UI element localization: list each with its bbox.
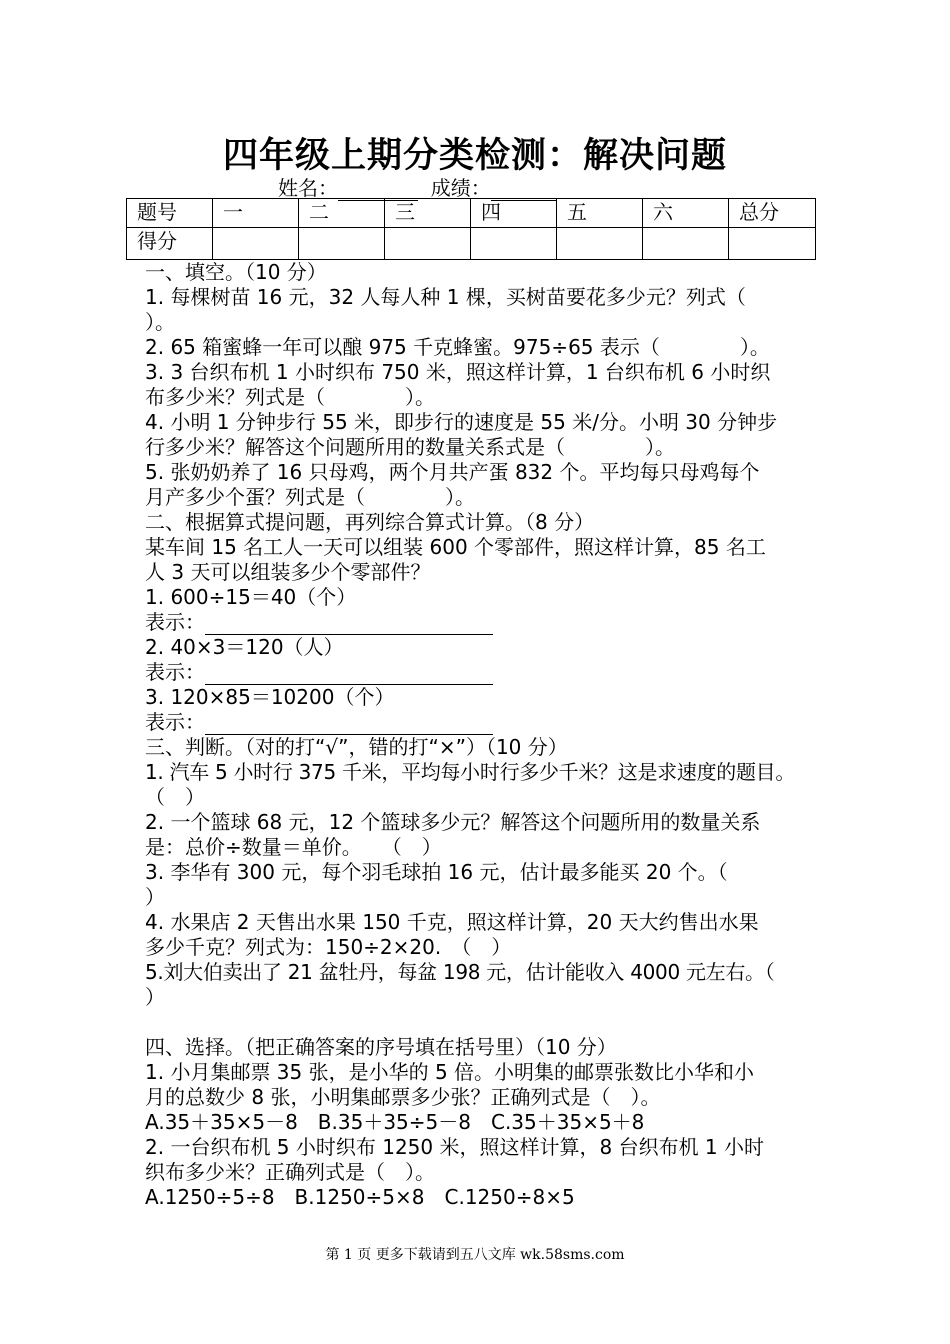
header-cell: 二 (299, 199, 385, 228)
meaning-label: 表示： (145, 710, 205, 734)
header-cell: 六 (643, 199, 729, 228)
question-line: 4. 水果店 2 天售出水果 150 千克，照这样计算，20 天大约售出水果 (145, 910, 759, 934)
score-cell[interactable] (213, 228, 299, 260)
header-cell: 五 (557, 199, 643, 228)
score-table-header-row (127, 199, 816, 228)
header-cell: 总分 (729, 199, 816, 228)
question-line: 3. 3 台织布机 1 小时织布 750 米，照这样计算，1 台织布机 6 小时织 (145, 360, 771, 384)
row-label: 得分 (127, 228, 213, 260)
score-table-score-row (127, 228, 816, 260)
meaning-line (145, 610, 825, 635)
score-cell[interactable] (471, 228, 557, 260)
section3-heading: 三、判断。（对的打“√”，错的打“×”）（10 分） (145, 735, 568, 759)
question-line: ）。 (145, 310, 175, 334)
equation-line: 1. 600÷15＝40（个） (145, 585, 357, 609)
answer-blank[interactable] (205, 614, 493, 635)
answer-blank[interactable] (205, 664, 493, 685)
question-line: 是：总价÷数量＝单价。 （ ） (145, 835, 442, 859)
section4-heading: 四、选择。（把正确答案的序号填在括号里）（10 分） (145, 1035, 617, 1059)
options-line: A.35＋35×5－8 B.35＋35÷5－8 C.35＋35×5＋8 (145, 1110, 645, 1134)
header-cell: 题号 (127, 199, 213, 228)
page-footer: 第 1 页 更多下载请到五八文库 wk.58sms.com (325, 1247, 625, 1263)
question-line: （ ） (145, 785, 205, 809)
question-line: 2. 65 箱蜜蜂一年可以酿 975 千克蜂蜜。975÷65 表示（ ）。 (145, 335, 770, 359)
section1-heading: 一、填空。（10 分） (145, 260, 327, 284)
name-label: 姓名： (278, 176, 338, 200)
question-line: ） (145, 985, 165, 1009)
question-line: 1. 每棵树苗 16 元，32 人每人种 1 棵，买树苗要花多少元？列式（ (145, 285, 746, 309)
meaning-label: 表示： (145, 660, 205, 684)
question-line: 5.刘大伯卖出了 21 盆牡丹，每盆 198 元，估计能收入 4000 元左右。（ (145, 960, 775, 984)
question-line: 2. 一个篮球 68 元，12 个篮球多少元？解答这个问题所用的数量关系 (145, 810, 761, 834)
question-line: 行多少米？解答这个问题所用的数量关系式是（ ）。 (145, 435, 675, 459)
equation-line: 3. 120×85＝10200（个） (145, 685, 395, 709)
header-cell: 一 (213, 199, 299, 228)
question-line: 1. 小月集邮票 35 张，是小华的 5 倍。小明集的邮票张数比小华和小 (145, 1060, 755, 1084)
question-line: 月的总数少 8 张，小明集邮票多少张？正确列式是（ ）。 (145, 1085, 661, 1109)
meaning-line (145, 710, 825, 735)
score-cell[interactable] (643, 228, 729, 260)
spacer (145, 1010, 825, 1035)
page-title: 四年级上期分类检测：解决问题 (222, 136, 727, 176)
score-cell[interactable] (385, 228, 471, 260)
header-cell: 三 (385, 199, 471, 228)
score-cell[interactable] (299, 228, 385, 260)
question-line: 4. 小明 1 分钟步行 55 米，即步行的速度是 55 米/分。小明 30 分钟步 (145, 410, 778, 434)
question-line: 织布多少米？正确列式是（ ）。 (145, 1160, 435, 1184)
score-cell[interactable] (729, 228, 816, 260)
question-line: 布多少米？列式是（ ）。 (145, 385, 435, 409)
question-line: 多少千克？列式为：150÷2×20. （ ） (145, 935, 512, 959)
score-label: 成绩： (430, 176, 491, 200)
question-line: 月产多少个蛋？列式是（ ）。 (145, 485, 475, 509)
answer-blank[interactable] (205, 714, 493, 735)
section2-heading: 二、根据算式提问题，再列综合算式计算。（8 分） (145, 510, 595, 534)
question-line: 1. 汽车 5 小时行 375 千米，平均每小时行多少千米？这是求速度的题目。 (145, 760, 796, 784)
question-line: 5. 张奶奶养了 16 只母鸡，两个月共产蛋 832 个。平均每只母鸡每个 (145, 460, 760, 484)
question-line: 人 3 天可以组装多少个零部件？ (145, 560, 431, 584)
equation-line: 2. 40×3＝120（人） (145, 635, 344, 659)
score-cell[interactable] (557, 228, 643, 260)
score-table (126, 198, 816, 260)
meaning-label: 表示： (145, 610, 205, 634)
question-line: 某车间 15 名工人一天可以组装 600 个零部件，照这样计算，85 名工 (145, 535, 766, 559)
question-line: 2. 一台织布机 5 小时织布 1250 米，照这样计算，8 台织布机 1 小时 (145, 1135, 765, 1159)
question-line: ） (145, 885, 165, 909)
question-content (145, 260, 825, 1210)
options-line: A.1250÷5÷8 B.1250÷5×8 C.1250÷8×5 (145, 1185, 575, 1209)
name-score-line (278, 172, 557, 201)
header-cell: 四 (471, 199, 557, 228)
question-line: 3. 李华有 300 元，每个羽毛球拍 16 元，估计最多能买 20 个。（ (145, 860, 728, 884)
meaning-line (145, 660, 825, 685)
